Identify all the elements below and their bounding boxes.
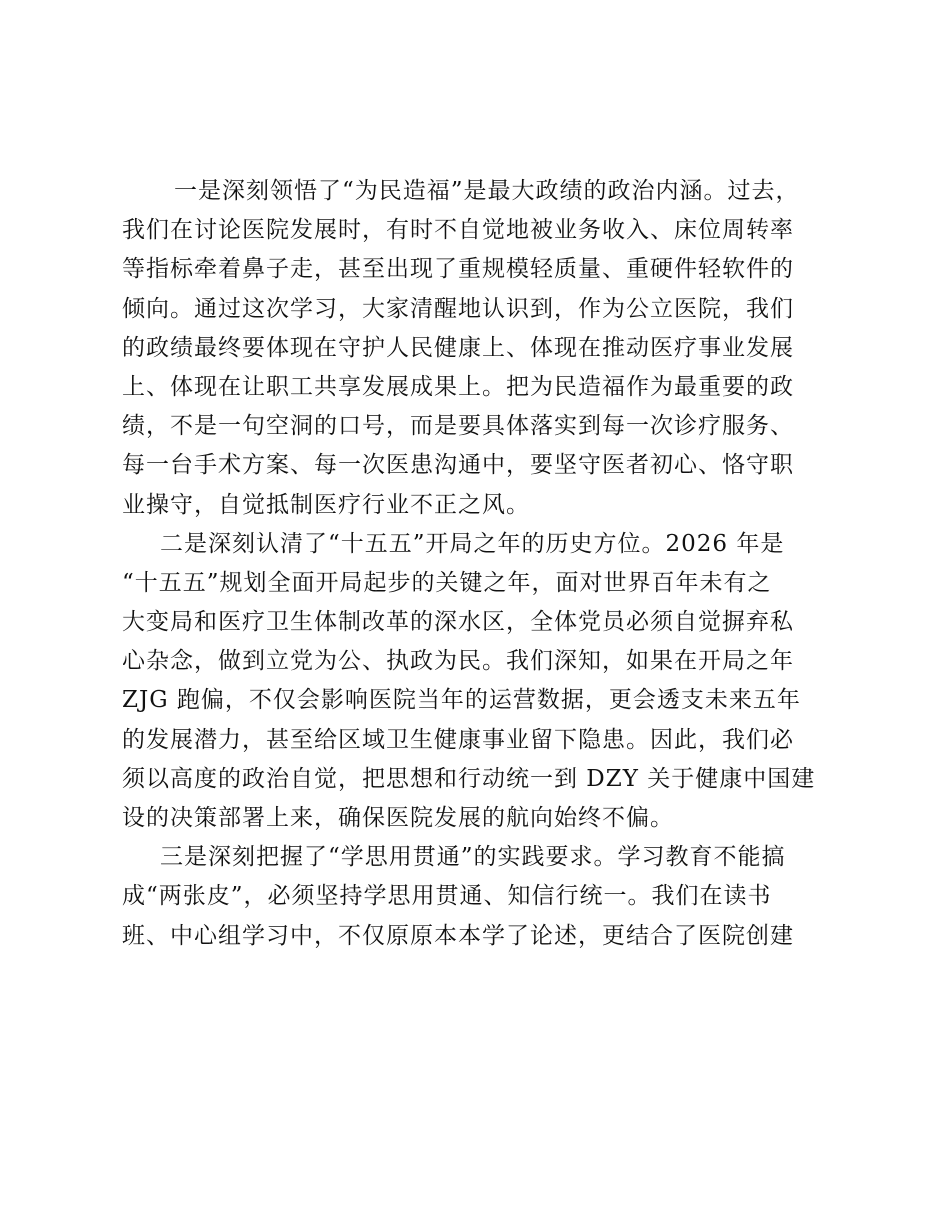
text-line: 班、中心组学习中，不仅原原本本学了论述，更结合了医院创建	[122, 922, 794, 949]
text-line: 等指标牵着鼻子走，甚至出现了重规模轻质量、重硬件轻软件的	[122, 256, 794, 283]
text-line: 一是深刻领悟了“为民造福”是最大政绩的政治内涵。过去，	[150, 178, 800, 204]
text-line: 业操守，自觉抵制医疗行业不正之风。	[122, 491, 530, 518]
text-line: 设的决策部署上来，确保医院发展的航向始终不偏。	[122, 805, 674, 831]
text-line: 的发展潜力，甚至给区域卫生健康事业留下隐患。因此，我们必	[122, 726, 794, 753]
text-line: 二是深刻认清了“十五五”开局之年的历史方位。2026 年是	[160, 530, 785, 557]
text-line: ZJG 跑偏，不仅会影响医院当年的运营数据，更会透支未来五年	[122, 687, 801, 714]
text-line: 每一台手术方案、每一次医患沟通中，要坚守医者初心、恪守职	[122, 452, 794, 479]
text-line: 三是深刻把握了“学思用贯通”的实践要求。学习教育不能搞	[160, 844, 786, 871]
text-line: 上、体现在让职工共享发展成果上。把为民造福作为最重要的政	[122, 373, 794, 400]
document-body	[122, 172, 842, 956]
text-line: 倾向。通过这次学习，大家清醒地认识到，作为公立医院，我们	[122, 295, 794, 322]
text-line: 心杂念，做到立党为公、执政为民。我们深知，如果在开局之年	[122, 648, 794, 675]
text-line: 须以高度的政治自觉，把思想和行动统一到 DZY 关于健康中国建	[122, 765, 816, 792]
text-line: 绩，不是一句空洞的口号，而是要具体落实到每一次诊疗服务、	[122, 413, 794, 440]
text-line: 成“两张皮”，必须坚持学思用贯通、知信行统一。我们在读书	[122, 883, 772, 910]
text-line: 我们在讨论医院发展时，有时不自觉地被业务收入、床位周转率	[122, 217, 794, 244]
text-line: 的政绩最终要体现在守护人民健康上、体现在推动医疗事业发展	[122, 334, 794, 361]
text-line: “十五五”规划全面开局起步的关键之年，面对世界百年未有之	[122, 569, 772, 596]
text-line: 大变局和医疗卫生体制改革的深水区，全体党员必须自觉摒弃私	[122, 609, 794, 636]
